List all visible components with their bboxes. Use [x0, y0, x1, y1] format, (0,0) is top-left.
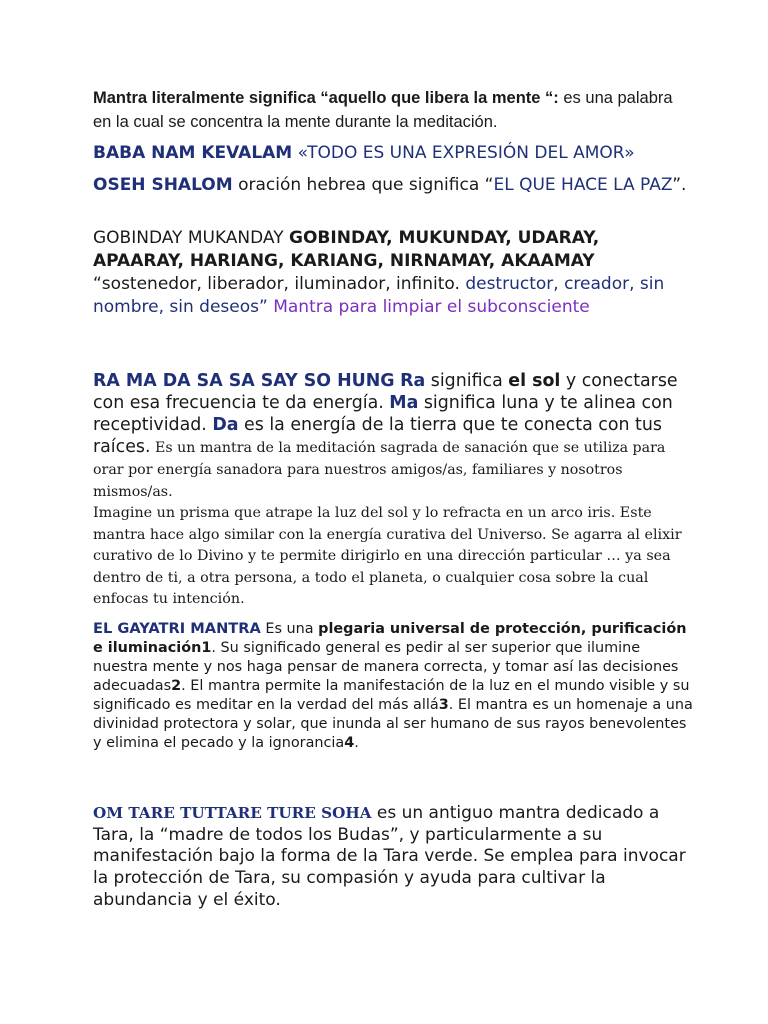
gayatri-text-3: . El mantra permite la manifestación de la luz en el mundo visible y su significado es meditar en la verdad del más allá: [93, 678, 690, 713]
rama-sol: el sol: [508, 371, 561, 391]
rama-text-1: significa: [425, 371, 509, 391]
gayatri-bold: plegaria universal de protección, purificación e iluminación: [93, 621, 687, 656]
prisma-paragraph: Imagine un prisma que atrape la luz del sol y lo refracta en un arco iris. Este mantra hace algo similar con la energía curativa del Universo. Se agarra al elixir curativo de lo Divino y te permite dirigirlo en una dirección particular … ya sea dentro de ti, a otra persona, a todo el planeta, o cualquier cosa sobre la cual enfocas tu intención.: [93, 505, 682, 607]
gobinday-paragraph: [93, 227, 693, 319]
oseh-title: OSEH SHALOM: [93, 175, 233, 195]
oseh-shalom-paragraph: [93, 175, 686, 197]
footnote-1: 1: [201, 640, 212, 656]
footnote-4: 4: [344, 735, 355, 751]
rama-da: Da: [212, 415, 239, 435]
rama-ra: Ra: [400, 371, 426, 391]
ra-ma-da-sa-paragraph: [93, 370, 693, 502]
gayatri-text-5: .: [354, 735, 359, 751]
gayatri-text-2: . Su significado general es pedir al ser superior que ilumine nuestra mente y nos haga pensar de manera correcta, y tomar así las decisiones adecuadas: [93, 640, 679, 694]
rama-text-4: es la energía de la tierra que te conecta con tus raíces.: [93, 415, 662, 457]
footnote-3: 3: [438, 697, 449, 713]
gobinday-text-2: destructor, creador, sin nombre, sin deseos”: [93, 274, 665, 317]
gayatri-title: EL GAYATRI MANTRA: [93, 620, 261, 637]
gobinday-text-1: “sostenedor, liberador, iluminador, infinito.: [93, 274, 466, 294]
intro-text: es una palabra en la cual se concentra la mente durante la meditación.: [93, 89, 673, 131]
oseh-meaning: EL QUE HACE LA PAZ: [493, 175, 673, 195]
oseh-close: ”.: [672, 175, 687, 195]
gayatri-text-1: Es una: [260, 621, 319, 637]
rama-small-text: Es un mantra de la meditación sagrada de sanación que se utiliza para orar por energía sanadora para nuestros amigos/as, familiares y nosotros mismos/as.: [93, 440, 666, 500]
gobinday-text-3: Mantra para limpiar el subconsciente: [267, 297, 590, 317]
om-tare-paragraph: [93, 803, 693, 912]
gobinday-bold: GOBINDAY, MUKUNDAY, UDARAY, APAARAY, HARIANG, KARIANG, NIRNAMAY, AKAAMAY: [93, 228, 600, 271]
gayatri-text-4: . El mantra es un homenaje a una divinidad protectora y solar, que inunda al ser humano de sus rayos benevolentes y elimina el pecado y la ignorancia: [93, 697, 693, 751]
intro-paragraph: [93, 86, 693, 134]
baba-meaning: «TODO ES UNA EXPRESIÓN DEL AMOR»: [292, 143, 635, 163]
gayatri-paragraph: [93, 619, 693, 753]
baba-title: BABA NAM KEVALAM: [93, 143, 293, 163]
oseh-text: oración hebrea que significa “: [232, 175, 494, 195]
rama-text-2: y conectarse con esa frecuencia te da energía.: [93, 371, 678, 413]
footnote-2: 2: [171, 678, 182, 694]
gobinday-lead: GOBINDAY MUKANDAY: [93, 228, 290, 248]
om-text: es un antiguo mantra dedicado a Tara, la “madre de todos los Budas”, y particularmente a su manifestación bajo la forma de la Tara verde. Se emplea para invocar la protección de Tara, su compasión y ayuda para cultivar la abundancia y el éxito.: [93, 803, 686, 910]
om-title: OM TARE TUTTARE TURE SOHA: [93, 804, 372, 822]
intro-bold: Mantra literalmente significa “aquello que libera la mente “:: [93, 89, 559, 107]
baba-nam-kevalam-paragraph: [93, 143, 635, 163]
rama-text-3: significa luna y te alinea con receptividad.: [93, 393, 673, 435]
rama-ma: Ma: [389, 393, 419, 413]
rama-title: RA MA DA SA SA SAY SO HUNG: [93, 371, 395, 391]
